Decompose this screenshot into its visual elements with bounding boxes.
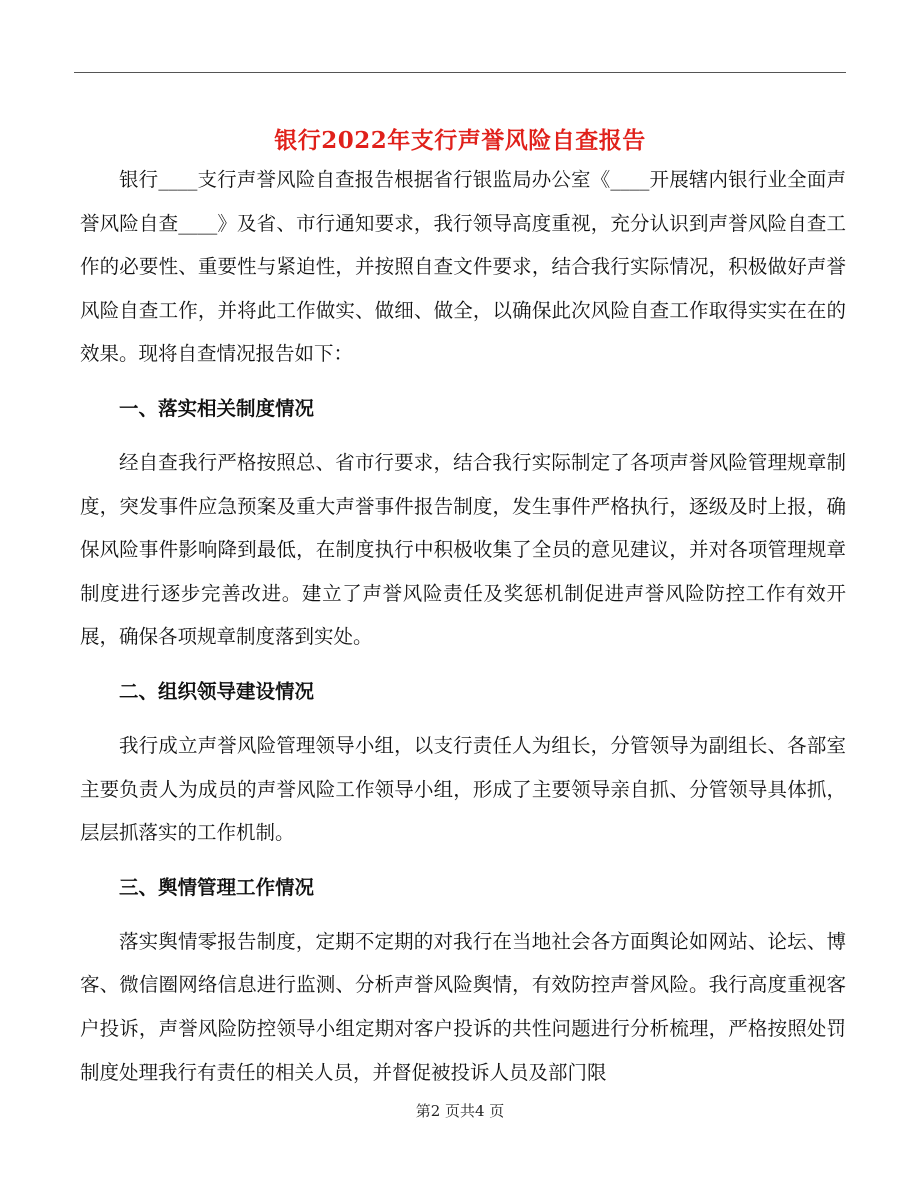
section-heading-1: 一、落实相关制度情况 <box>119 396 315 420</box>
intro-paragraph: 银行____支行声誉风险自查报告根据省行银监局办公室《____开展辖内银行业全面声誉风险自查____》及省、市行通知要求，我行领导高度重视，充分认识到声誉风险自查工作的必要性、重要性与紧迫性，并按照自查文件要求，结合我行实际情况，积极做好声誉风险自查工作，并将此工作做实、做细、做全，以确保此次风险自查工作取得实实在在的效果。现将自查情况报告如下： <box>80 168 846 366</box>
section-3-paragraph: 落实舆情零报告制度，定期不定期的对我行在当地社会各方面舆论如网站、论坛、博客、微信圈网络信息进行监测、分析声誉风险舆情，有效防控声誉风险。我行高度重视客户投诉，声誉风险防控领导小组定期对客户投诉的共性问题进行分析梳理，严格按照处罚制度处理我行有责任的相关人员，并督促被投诉人员及部门限 <box>80 929 846 1084</box>
page-number: 第2 页共4 页 <box>415 1102 505 1120</box>
header-rule <box>74 72 846 73</box>
document-title: 银行2022年支行声誉风险自查报告 <box>274 127 646 155</box>
section-1-paragraph: 经自查我行严格按照总、省市行要求，结合我行实际制定了各项声誉风险管理规章制度，突发事件应急预案及重大声誉事件报告制度，发生事件严格执行，逐级及时上报，确保风险事件影响降到最低，在制度执行中积极收集了全员的意见建议，并对各项管理规章制度进行逐步完善改进。建立了声誉风险责任及奖惩机制促进声誉风险防控工作有效开展，确保各项规章制度落到实处。 <box>80 450 846 649</box>
document-body <box>80 158 846 1094</box>
section-2-paragraph: 我行成立声誉风险管理领导小组，以支行责任人为组长，分管领导为副组长、各部室主要负责人为成员的声誉风险工作领导小组，形成了主要领导亲自抓、分管领导具体抓，层层抓落实的工作机制。 <box>80 733 846 845</box>
section-heading-3: 三、舆情管理工作情况 <box>119 875 315 899</box>
section-heading-2: 二、组织领导建设情况 <box>119 679 315 703</box>
